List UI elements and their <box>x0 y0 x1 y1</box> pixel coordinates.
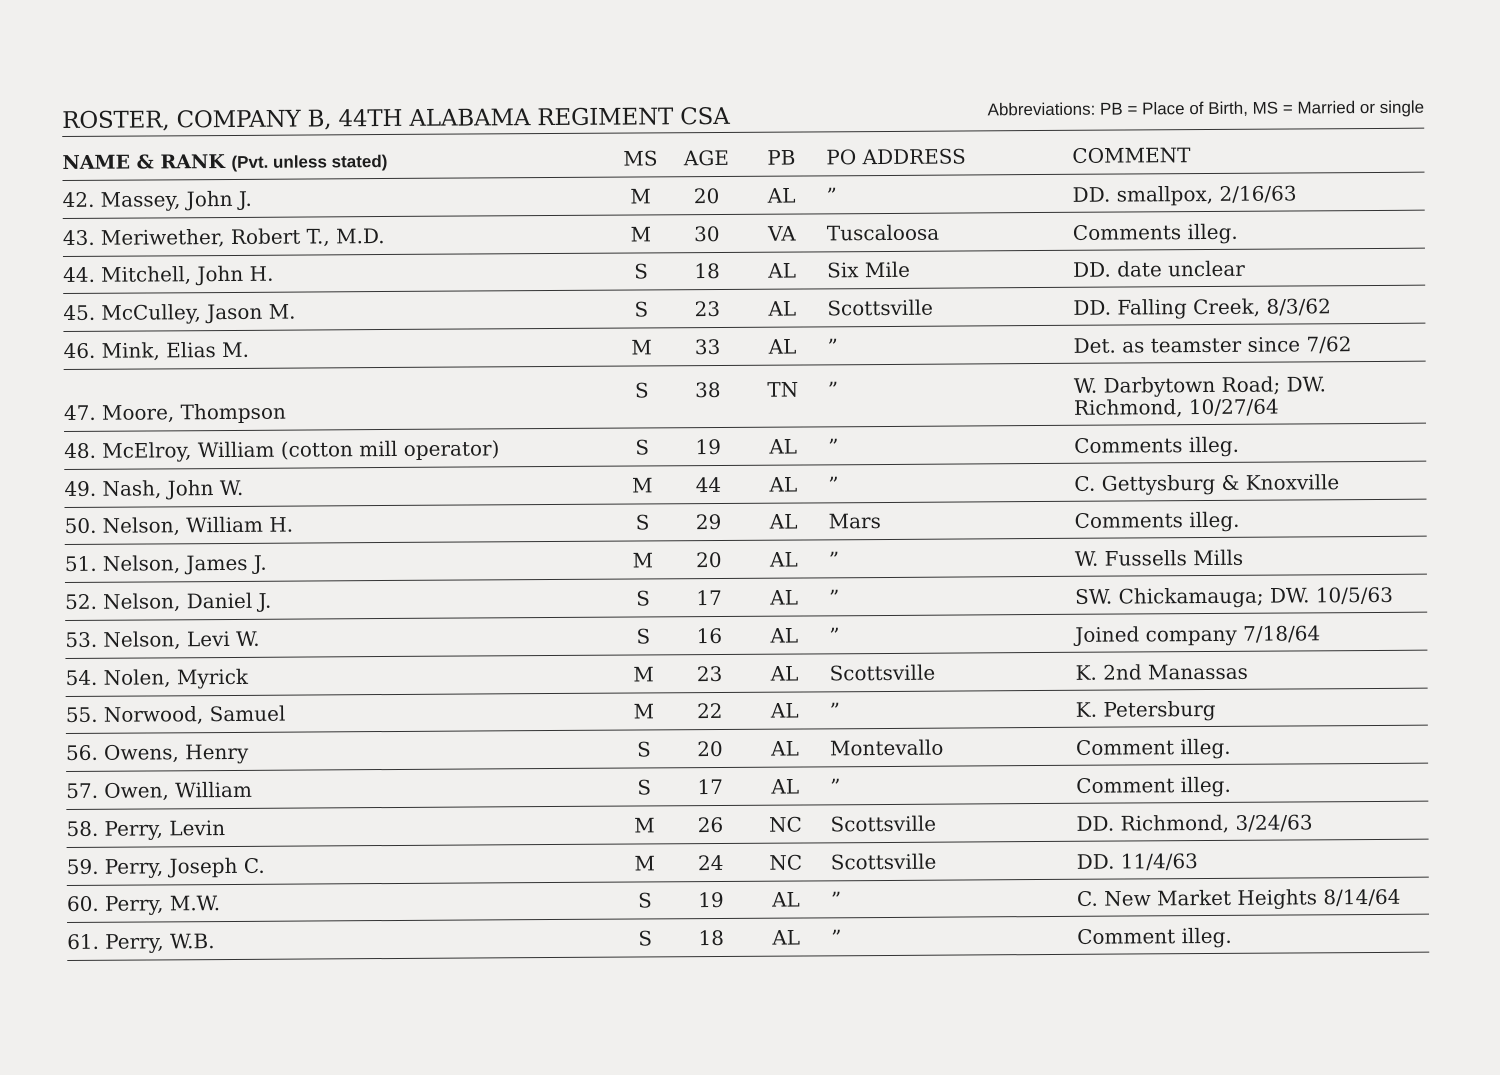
cell-comment <box>1075 621 1427 651</box>
cell-number: 50. <box>64 514 97 539</box>
cell-age: 23 <box>696 661 723 686</box>
cell-comment-text: K. Petersburg <box>1075 697 1216 723</box>
cell-po-address: ” <box>830 887 842 912</box>
cell-comment <box>1075 659 1427 689</box>
cell-comment <box>1074 470 1426 500</box>
cell-comment-text: Comment illeg. <box>1075 735 1231 760</box>
cell-number: 59. <box>66 854 99 879</box>
page-title: ROSTER, COMPANY B, 44TH ALABAMA REGIMENT CSA <box>62 103 730 134</box>
roster-page <box>62 88 1429 961</box>
cell-name-text: Moore, Thompson <box>101 399 286 425</box>
cell-comment <box>1075 508 1427 538</box>
cell-pb: AL <box>771 774 800 799</box>
cell-pb: AL <box>768 296 797 321</box>
cell-comment <box>1073 295 1425 325</box>
cell-pb: NC <box>769 850 803 875</box>
cell-number: 42. <box>62 187 95 212</box>
cell-age: 22 <box>696 699 723 724</box>
cell-name <box>64 435 616 468</box>
cell-age: 20 <box>693 183 720 208</box>
cell-number: 49. <box>64 476 97 501</box>
cell-po-address: Mars <box>828 509 881 534</box>
cell-comment <box>1075 546 1427 576</box>
cell-comment-text: C. New Market Heights 8/14/64 <box>1076 885 1401 912</box>
abbreviations-note: Abbreviations: PB = Place of Birth, MS = Married or single <box>987 97 1425 120</box>
cell-age: 33 <box>694 334 721 360</box>
cell-age: 20 <box>697 737 723 762</box>
cell-po-address: Tuscaloosa <box>826 220 940 245</box>
cell-number: 58. <box>66 816 99 841</box>
cell-pb: TN <box>767 377 799 402</box>
cell-comment <box>1074 362 1426 425</box>
cell-po-address: Montevallo <box>829 735 944 761</box>
cell-ms: M <box>630 184 651 209</box>
cell-comment-text: DD. 11/4/63 <box>1076 848 1198 874</box>
cell-pb: AL <box>771 887 800 913</box>
cell-pb: AL <box>769 509 798 535</box>
cell-po-address: Six Mile <box>827 258 910 283</box>
cell-ms: S <box>637 775 652 800</box>
cell-ms: M <box>633 699 655 724</box>
cell-comment-text: DD. Falling Creek, 8/3/62 <box>1073 294 1331 321</box>
cell-number: 45. <box>63 300 96 326</box>
cell-number: 53. <box>65 627 98 652</box>
cell-name-text: Perry, Joseph C. <box>104 853 265 879</box>
cell-comment-text: SW. Chickamauga; DW. 10/5/63 <box>1075 582 1393 609</box>
cell-comment <box>1075 584 1427 614</box>
cell-comment <box>1076 697 1428 727</box>
cell-ms: M <box>632 548 654 573</box>
cell-name-text: Meriwether, Robert T., M.D. <box>100 223 385 250</box>
column-header-name-sub: (Pvt. unless stated) <box>231 152 388 172</box>
column-header-age: AGE <box>683 145 729 171</box>
cell-number: 46. <box>63 338 96 363</box>
cell-comment <box>1076 810 1428 840</box>
cell-po-address: ” <box>827 377 839 402</box>
cell-po-address: ” <box>831 925 842 950</box>
cell-name-text: Perry, M.W. <box>104 891 221 917</box>
column-header-pb: PB <box>767 145 796 170</box>
cell-pb: AL <box>772 925 801 950</box>
cell-name <box>67 927 619 960</box>
cell-number: 48. <box>64 438 97 463</box>
cell-age: 24 <box>697 850 724 875</box>
cell-number: 60. <box>66 892 99 917</box>
cell-age: 29 <box>695 510 722 535</box>
cell-name-text: Perry, Levin <box>104 815 226 841</box>
cell-number: 51. <box>64 551 97 577</box>
cell-name-text: McCulley, Jason M. <box>101 299 296 325</box>
cell-po-address: Scottsville <box>830 811 937 837</box>
cell-age: 20 <box>696 548 722 573</box>
cell-name <box>65 511 617 544</box>
cell-name <box>65 624 617 657</box>
cell-pb: AL <box>770 623 799 648</box>
cell-number: 43. <box>62 225 95 250</box>
column-header-ms: MS <box>623 146 658 171</box>
cell-number: 55. <box>65 703 98 728</box>
cell-ms: S <box>634 297 649 322</box>
cell-po-address: ” <box>828 434 839 459</box>
cell-name-text: Owens, Henry <box>103 740 249 765</box>
cell-name-text: Mink, Elias M. <box>101 337 250 363</box>
cell-po-address: ” <box>829 698 841 723</box>
cell-number: 44. <box>63 263 95 288</box>
cell-name <box>64 473 616 506</box>
cell-pb: AL <box>768 258 797 284</box>
cell-ms: S <box>634 259 649 284</box>
cell-name <box>66 700 618 733</box>
cell-comment-text: C. Gettysburg & Knoxville <box>1074 469 1340 496</box>
cell-name <box>65 662 617 695</box>
cell-age: 44 <box>695 472 722 497</box>
cell-po-address: ” <box>828 547 840 572</box>
cell-ms: S <box>636 624 651 649</box>
cell-comment-text: Comment illeg. <box>1077 924 1232 949</box>
cell-age: 17 <box>696 585 722 611</box>
cell-comment <box>1076 773 1428 803</box>
cell-number: 54. <box>65 665 98 690</box>
cell-pb: AL <box>767 183 796 208</box>
cell-ms: S <box>638 926 653 951</box>
cell-pb: AL <box>770 698 799 724</box>
cell-comment-text: DD. Richmond, 3/24/63 <box>1076 810 1313 836</box>
column-header-po-address: PO ADDRESS <box>826 144 966 170</box>
cell-name <box>63 260 615 293</box>
cell-po-address: ” <box>826 183 837 208</box>
cell-name <box>65 587 617 620</box>
cell-pb: AL <box>768 334 797 359</box>
cell-comment <box>1076 735 1428 765</box>
cell-number: 61. <box>67 929 100 955</box>
cell-ms: M <box>633 661 654 687</box>
cell-age: 19 <box>695 434 721 459</box>
cell-comment-text: Comments illeg. <box>1074 432 1240 458</box>
cell-comment-text: W. Fussells Mills <box>1074 545 1244 571</box>
cell-age: 19 <box>698 888 724 913</box>
cell-pb: NC <box>768 812 802 837</box>
cell-ms: S <box>634 378 649 403</box>
cell-ms: S <box>637 737 651 762</box>
cell-number: 47. <box>63 400 96 425</box>
cell-comment-text: Comments illeg. <box>1074 508 1240 534</box>
cell-name-text: Nelson, Daniel J. <box>103 588 272 614</box>
cell-pb: AL <box>770 585 799 610</box>
cell-pb: AL <box>769 434 798 459</box>
table-row <box>67 915 1429 961</box>
cell-name <box>67 889 619 922</box>
cell-po-address: ” <box>829 623 840 648</box>
cell-comment <box>1077 924 1429 954</box>
cell-age: 38 <box>695 377 721 403</box>
cell-name-text: Nelson, James J. <box>102 550 267 576</box>
table-row <box>64 362 1426 432</box>
cell-number: 57. <box>66 778 99 803</box>
cell-comment <box>1074 432 1426 462</box>
cell-ms: S <box>637 888 652 913</box>
cell-ms: M <box>634 813 655 838</box>
cell-age: 30 <box>694 221 720 246</box>
cell-pb: VA <box>768 221 796 246</box>
cell-po-address: ” <box>829 585 840 610</box>
cell-comment-text: Joined company 7/18/64 <box>1075 621 1321 647</box>
cell-comment <box>1073 257 1425 287</box>
cell-age: 18 <box>698 926 724 951</box>
cell-name-text: Mitchell, John H. <box>101 262 274 288</box>
column-header-name-main: NAME & RANK <box>62 151 225 174</box>
cell-number: 56. <box>65 740 98 766</box>
cell-po-address: ” <box>830 774 841 799</box>
cell-ms: S <box>635 435 650 460</box>
cell-name-text: Nash, John W. <box>102 475 244 501</box>
cell-po-address: Scottsville <box>829 660 936 685</box>
cell-ms: M <box>634 850 656 876</box>
cell-age: 16 <box>696 623 723 648</box>
cell-name-text: Nolen, Myrick <box>103 664 249 690</box>
cell-name <box>65 549 617 582</box>
cell-number: 52. <box>65 589 97 614</box>
cell-name <box>64 367 616 431</box>
cell-ms: S <box>635 510 650 535</box>
cell-name-text: McElroy, William (cotton mill operator) <box>102 436 500 463</box>
cell-age: 17 <box>697 774 724 800</box>
cell-comment <box>1073 219 1425 249</box>
cell-ms: S <box>636 586 650 611</box>
cell-name-text: Norwood, Samuel <box>103 702 286 728</box>
cell-name <box>66 776 618 809</box>
column-header-name <box>62 149 614 180</box>
cell-pb: AL <box>769 547 798 572</box>
cell-po-address: Scottsville <box>830 849 937 874</box>
cell-name <box>63 222 615 255</box>
cell-name <box>63 184 615 217</box>
cell-name-text: Nelson, Levi W. <box>103 626 260 652</box>
cell-name-text: Nelson, William H. <box>102 512 294 539</box>
cell-po-address: ” <box>828 471 839 496</box>
cell-ms: M <box>632 472 653 498</box>
cell-age: 23 <box>694 297 721 322</box>
cell-comment-text: DD. smallpox, 2/16/63 <box>1072 181 1297 207</box>
cell-comment-text: Det. as teamster since 7/62 <box>1073 332 1352 358</box>
cell-po-address: Scottsville <box>827 295 933 321</box>
cell-pb: AL <box>770 661 799 686</box>
cell-comment <box>1073 333 1425 363</box>
cell-name-text: Massey, John J. <box>100 186 252 212</box>
cell-name <box>67 851 619 884</box>
cell-pb: AL <box>771 736 799 761</box>
cell-name <box>66 738 618 771</box>
cell-comment-text: Comment illeg. <box>1076 772 1231 798</box>
cell-comment-text: K. 2nd Manassas <box>1075 659 1248 685</box>
cell-comment <box>1073 181 1425 211</box>
cell-ms: M <box>630 221 652 247</box>
cell-ms: M <box>631 335 652 360</box>
cell-po-address: ” <box>827 334 838 359</box>
cell-comment <box>1077 848 1429 878</box>
cell-name-text: Perry, W.B. <box>105 929 215 954</box>
column-header-comment: COMMENT <box>1072 143 1191 168</box>
cell-age: 26 <box>697 812 724 837</box>
cell-comment <box>1077 886 1429 916</box>
cell-comment-text: Comments illeg. <box>1072 219 1238 245</box>
cell-name <box>63 336 615 369</box>
cell-comment-text: W. Darbytown Road; DW. Richmond, 10/27/64 <box>1073 372 1327 420</box>
roster-table-body <box>63 173 1430 961</box>
cell-name <box>66 813 618 846</box>
cell-name-text: Owen, William <box>104 777 252 803</box>
cell-comment-text: DD. date unclear <box>1073 257 1245 283</box>
cell-age: 18 <box>694 259 720 284</box>
cell-name <box>63 298 615 331</box>
cell-pb: AL <box>769 472 798 497</box>
